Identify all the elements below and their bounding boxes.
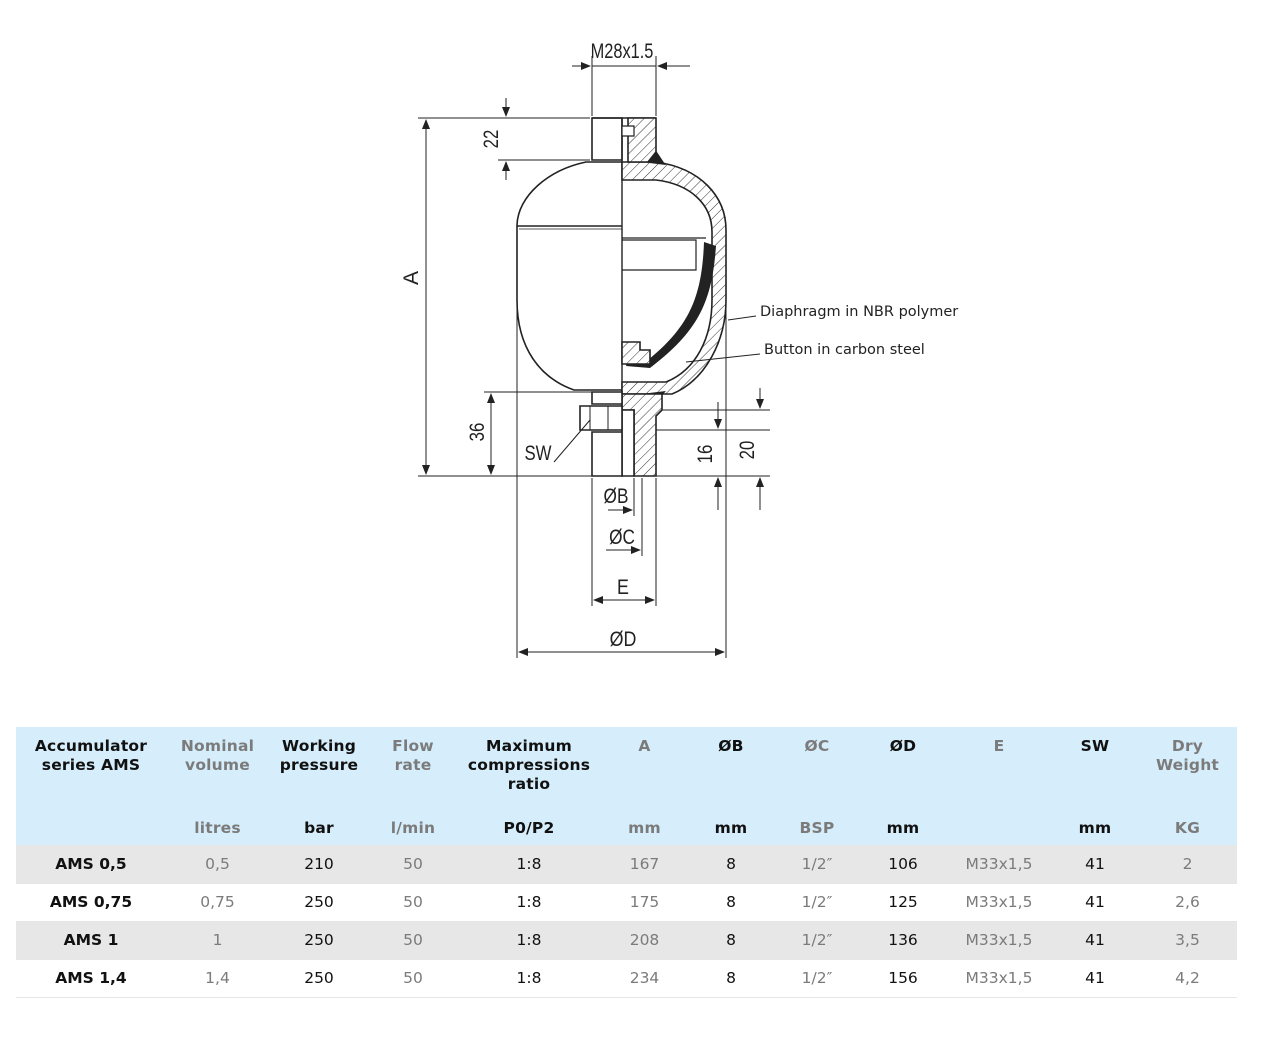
spec-table: [16, 727, 1237, 998]
header-cell: Nominal volume: [166, 727, 269, 818]
unit-cell: [946, 818, 1052, 845]
table-cell: 1/2″: [774, 959, 860, 997]
unit-cell: mm: [860, 818, 946, 845]
header-cell: A: [601, 727, 688, 818]
dim-e-label: E: [617, 575, 629, 600]
unit-cell: BSP: [774, 818, 860, 845]
table-cell: 106: [860, 845, 946, 883]
table-cell: M33x1,5: [946, 845, 1052, 883]
table-cell: 50: [369, 845, 457, 883]
shell-outline: [517, 162, 622, 390]
table-cell: 41: [1052, 883, 1138, 921]
dia-c-label: ØC: [609, 526, 635, 550]
table-cell: 250: [269, 959, 369, 997]
table-cell: 208: [601, 921, 688, 959]
dim-36-label: 36: [466, 422, 490, 442]
header-cell: Maximum compressions ratio: [457, 727, 601, 818]
table-cell: 234: [601, 959, 688, 997]
table-cell: 210: [269, 845, 369, 883]
table-cell: 50: [369, 959, 457, 997]
dim-16-label: 16: [694, 444, 718, 464]
table-cell: 2,6: [1138, 883, 1237, 921]
header-cell: SW: [1052, 727, 1138, 818]
sw-label: SW: [524, 442, 552, 466]
table-cell: 250: [269, 883, 369, 921]
dim-22-label: 22: [480, 129, 504, 149]
unit-cell: bar: [269, 818, 369, 845]
unit-row: [16, 818, 1237, 845]
table-cell: 8: [688, 845, 774, 883]
table-cell: M33x1,5: [946, 921, 1052, 959]
table-cell: 8: [688, 959, 774, 997]
header-cell: ØD: [860, 727, 946, 818]
table-cell: 1/2″: [774, 921, 860, 959]
table-cell: M33x1,5: [946, 959, 1052, 997]
dia-b-label: ØB: [603, 485, 629, 509]
table-cell: 8: [688, 883, 774, 921]
unit-cell: l/min: [369, 818, 457, 845]
header-cell: ØB: [688, 727, 774, 818]
table-cell: 156: [860, 959, 946, 997]
header-cell: Accumulator series AMS: [16, 727, 166, 818]
table-cell: 0,75: [166, 883, 269, 921]
table-cell: 1:8: [457, 959, 601, 997]
row-label-cell: AMS 0,5: [16, 845, 166, 883]
unit-cell: [16, 818, 166, 845]
table-cell: 250: [269, 921, 369, 959]
table-row: [16, 845, 1237, 883]
table-cell: 0,5: [166, 845, 269, 883]
table-cell: 2: [1138, 845, 1237, 883]
table-cell: 1:8: [457, 845, 601, 883]
table-cell: 50: [369, 883, 457, 921]
table-cell: 41: [1052, 959, 1138, 997]
row-label-cell: AMS 1,4: [16, 959, 166, 997]
dia-d-label: ØD: [609, 627, 637, 652]
table-cell: M33x1,5: [946, 883, 1052, 921]
accumulator-section: [622, 118, 726, 476]
table-cell: 1:8: [457, 883, 601, 921]
table-row: [16, 921, 1237, 959]
dim-20-label: 20: [736, 440, 760, 460]
dim-a-label: A: [400, 270, 423, 286]
table-cell: 1,4: [166, 959, 269, 997]
table-cell: 1: [166, 921, 269, 959]
table-cell: 175: [601, 883, 688, 921]
table-body: [16, 845, 1237, 997]
thread-label: M28x1.5: [590, 39, 654, 63]
table-cell: 125: [860, 883, 946, 921]
unit-cell: mm: [1052, 818, 1138, 845]
header-cell: E: [946, 727, 1052, 818]
note-button: Button in carbon steel: [764, 342, 925, 358]
unit-cell: mm: [688, 818, 774, 845]
table-cell: 41: [1052, 845, 1138, 883]
header-row: [16, 727, 1237, 818]
table-cell: 8: [688, 921, 774, 959]
table-cell: 1:8: [457, 921, 601, 959]
table-cell: 1/2″: [774, 845, 860, 883]
unit-cell: litres: [166, 818, 269, 845]
header-cell: Dry Weight: [1138, 727, 1237, 818]
table-row: [16, 959, 1237, 997]
table-cell: 136: [860, 921, 946, 959]
port-section: [628, 118, 656, 162]
note-diaphragm: Diaphragm in NBR polymer: [760, 304, 959, 320]
unit-cell: mm: [601, 818, 688, 845]
header-cell: ØC: [774, 727, 860, 818]
row-label-cell: AMS 1: [16, 921, 166, 959]
header-cell: Working pressure: [269, 727, 369, 818]
table-cell: 3,5: [1138, 921, 1237, 959]
row-label-cell: AMS 0,75: [16, 883, 166, 921]
table-cell: 4,2: [1138, 959, 1237, 997]
header-cell: Flow rate: [369, 727, 457, 818]
hex-nut: [580, 392, 622, 476]
table-cell: 167: [601, 845, 688, 883]
table-cell: 41: [1052, 921, 1138, 959]
unit-cell: KG: [1138, 818, 1237, 845]
button: [622, 342, 650, 364]
table-cell: 50: [369, 921, 457, 959]
unit-cell: P0/P2: [457, 818, 601, 845]
top-port: [592, 118, 622, 160]
table-cell: 1/2″: [774, 883, 860, 921]
table-row: [16, 883, 1237, 921]
